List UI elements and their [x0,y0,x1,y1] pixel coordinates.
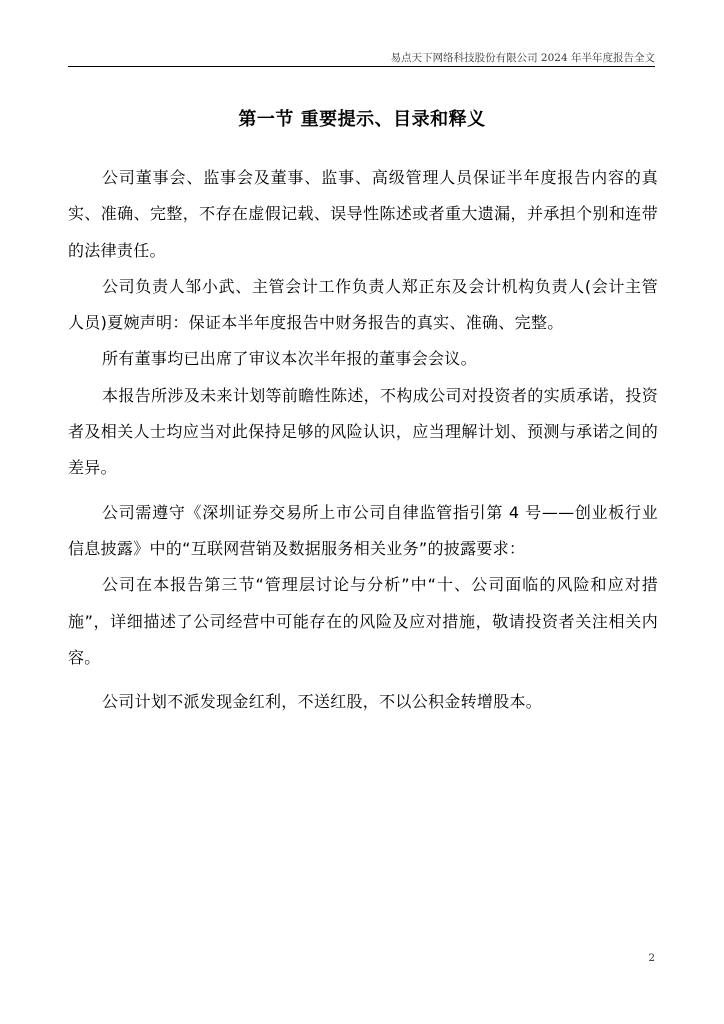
page-header [68,52,655,67]
body-text [68,160,658,720]
header-text: 易点天下网络科技股份有限公司 2024 年半年度报告全文 [390,52,655,64]
section-title: 第一节 重要提示、目录和释义 [238,109,486,130]
paragraph-dividend-plan: 公司计划不派发现金红利，不送红股，不以公积金转增股本。 [102,692,543,712]
paragraph-risk-reference: 公司在本报告第三节“管理层讨论与分析”中“十、公司面临的风险和应对措施”，详细描述了公司经营中可能存在的风险及应对措施，敬请投资者关注相关内容。 [68,575,658,667]
paragraph-officer-declaration: 公司负责人邹小武、主管会计工作负责人郑正东及会计机构负责人(会计主管人员)夏婉声明：保证本半年度报告中财务报告的真实、准确、完整。 [68,276,658,333]
paragraph-forward-looking: 本报告所涉及未来计划等前瞻性陈述，不构成公司对投资者的实质承诺，投资者及相关人士均应当对此保持足够的风险认识，应当理解计划、预测与承诺之间的差异。 [68,385,658,478]
paragraph-disclosure-requirement: 公司需遵守《深圳证券交易所上市公司自律监管指引第 4 号——创业板行业信息披露》中的“互联网营销及数据服务相关业务”的披露要求： [68,502,658,558]
page-number: 2 [648,952,655,964]
paragraph-board-attendance: 所有董事均已出席了审议本次半年报的董事会会议。 [102,349,477,369]
paragraph-responsibility-statement: 公司董事会、监事会及董事、监事、高级管理人员保证半年度报告内容的真实、准确、完整，不存在虚假记载、误导性陈述或者重大遗漏，并承担个别和连带的法律责任。 [68,168,658,260]
